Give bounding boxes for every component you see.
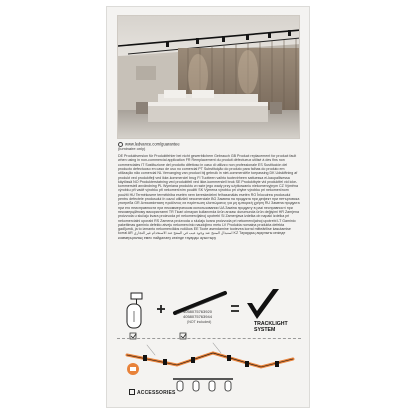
accessory-spotlights-icon bbox=[173, 379, 233, 391]
article-code-1: 4058075763920 bbox=[183, 309, 212, 314]
guarantee-info bbox=[118, 142, 300, 240]
accessories-text: ACCESSORIES bbox=[137, 390, 176, 396]
accessories-box-icon bbox=[129, 389, 135, 395]
legal-text-block bbox=[118, 154, 300, 240]
accessories-label bbox=[129, 389, 176, 396]
package-card bbox=[106, 6, 310, 408]
article-code-2: 4058075763944 bbox=[183, 313, 212, 319]
not-included-note: (NOT included) bbox=[187, 320, 212, 324]
plus-icon bbox=[157, 305, 165, 313]
system-word: SYSTEM bbox=[254, 327, 276, 333]
compatibility-diagram bbox=[117, 289, 301, 405]
article-codes bbox=[183, 310, 212, 320]
legal-text: DE Produktversion für Produktfehler bei nicht gewerblichem Gebrauch GB Product replacement for product fault when using in non-commercial application FR Remplacement du produit défectueux utilisé à des fins non commerciales IT Sostituzione del prodotto difettoso in caso di utilizzo non professionale ES Sustitución del producto defectuoso en caso de uso no comercial PT Substituição do produto para falhas do produto em utilização não comercial NL Vervanging van product bij gebruik in niet-commerciële toepassing DK Udskiftning af produkt ved produktfejl ved ikke-kommerciel brug FI Tuotteen vaihto tuotevirheen sattuessa ei-kaupallisessa käytössä NO Produkterstatning ved produktfeil ved ikke-kommersiell bruk SE Produktbyte vid produktfel vid icke-kommersiell användning PL Wymiana produktu w razie jego wady przy użytkowaniu niekomercyjnym CZ Výměna výrobku při vadě výrobku při nekomerčním použití SK Výmena výrobku pri chybe výrobku pri nekomerčnom použití HU Termékcsere termékhiba esetén nem kereskedelmi felhasználás esetén RO Înlocuirea produsului pentru defectele produsului în cazul utilizării necomerciale BG Замяна на продукта при дефект при нетърговска употреба GR Αντικατάσταση προϊόντος σε περίπτωση ελαττώματος για μη εμπορική χρήση RU Замена продукта при его неисправности при некоммерческом использовании UA Заміна продукту в разі несправності при некомерційному використанні TR Ticari olmayan kullanımda ürün arızası durumunda ürün değişimi HR Zamjena proizvoda u slučaju kvara proizvoda pri nekomercijalnoj upotrebi SI Zamenjava izdelka ob napaki izdelka pri nekomercialni uporabi RS Zamena proizvoda u slučaju kvara proizvoda pri nekomercijalnoj upotrebi LT Gaminio pakeitimas gaminio defekto atveju nekomercinio naudojimo metu LV Produkta nomaiņa produkta defekta gadījumā, ja to izmanto nekomerciālos nolūkos EE Toote asendamine tootevea korral mitteärilise kasutamise korral AR استبدال المنتج عند وجود عيب في المنتج عند الاستخدام غير التجاري KZ Тауардың ақаулығы кезінде коммерциялық емес пайдалану кезінде тауарды ауыстыру bbox=[118, 154, 300, 240]
room-photo bbox=[117, 15, 300, 139]
tracklight-word: TRACKLIGHT bbox=[254, 321, 288, 327]
installation-diagram bbox=[117, 289, 301, 405]
track-layout-illustration bbox=[127, 343, 293, 367]
spotlight-icon bbox=[127, 293, 142, 328]
checkmark-icon bbox=[247, 289, 279, 319]
tracklight-system-label bbox=[254, 321, 288, 333]
install-tool-icon bbox=[127, 363, 139, 375]
luminaire-note: (luminaire only) bbox=[118, 146, 146, 152]
bedroom-scene-image bbox=[118, 16, 300, 139]
guarantee-url: www.ledvance.com/guarantee bbox=[125, 141, 180, 147]
section-divider bbox=[117, 338, 301, 339]
equals-icon bbox=[231, 306, 239, 311]
